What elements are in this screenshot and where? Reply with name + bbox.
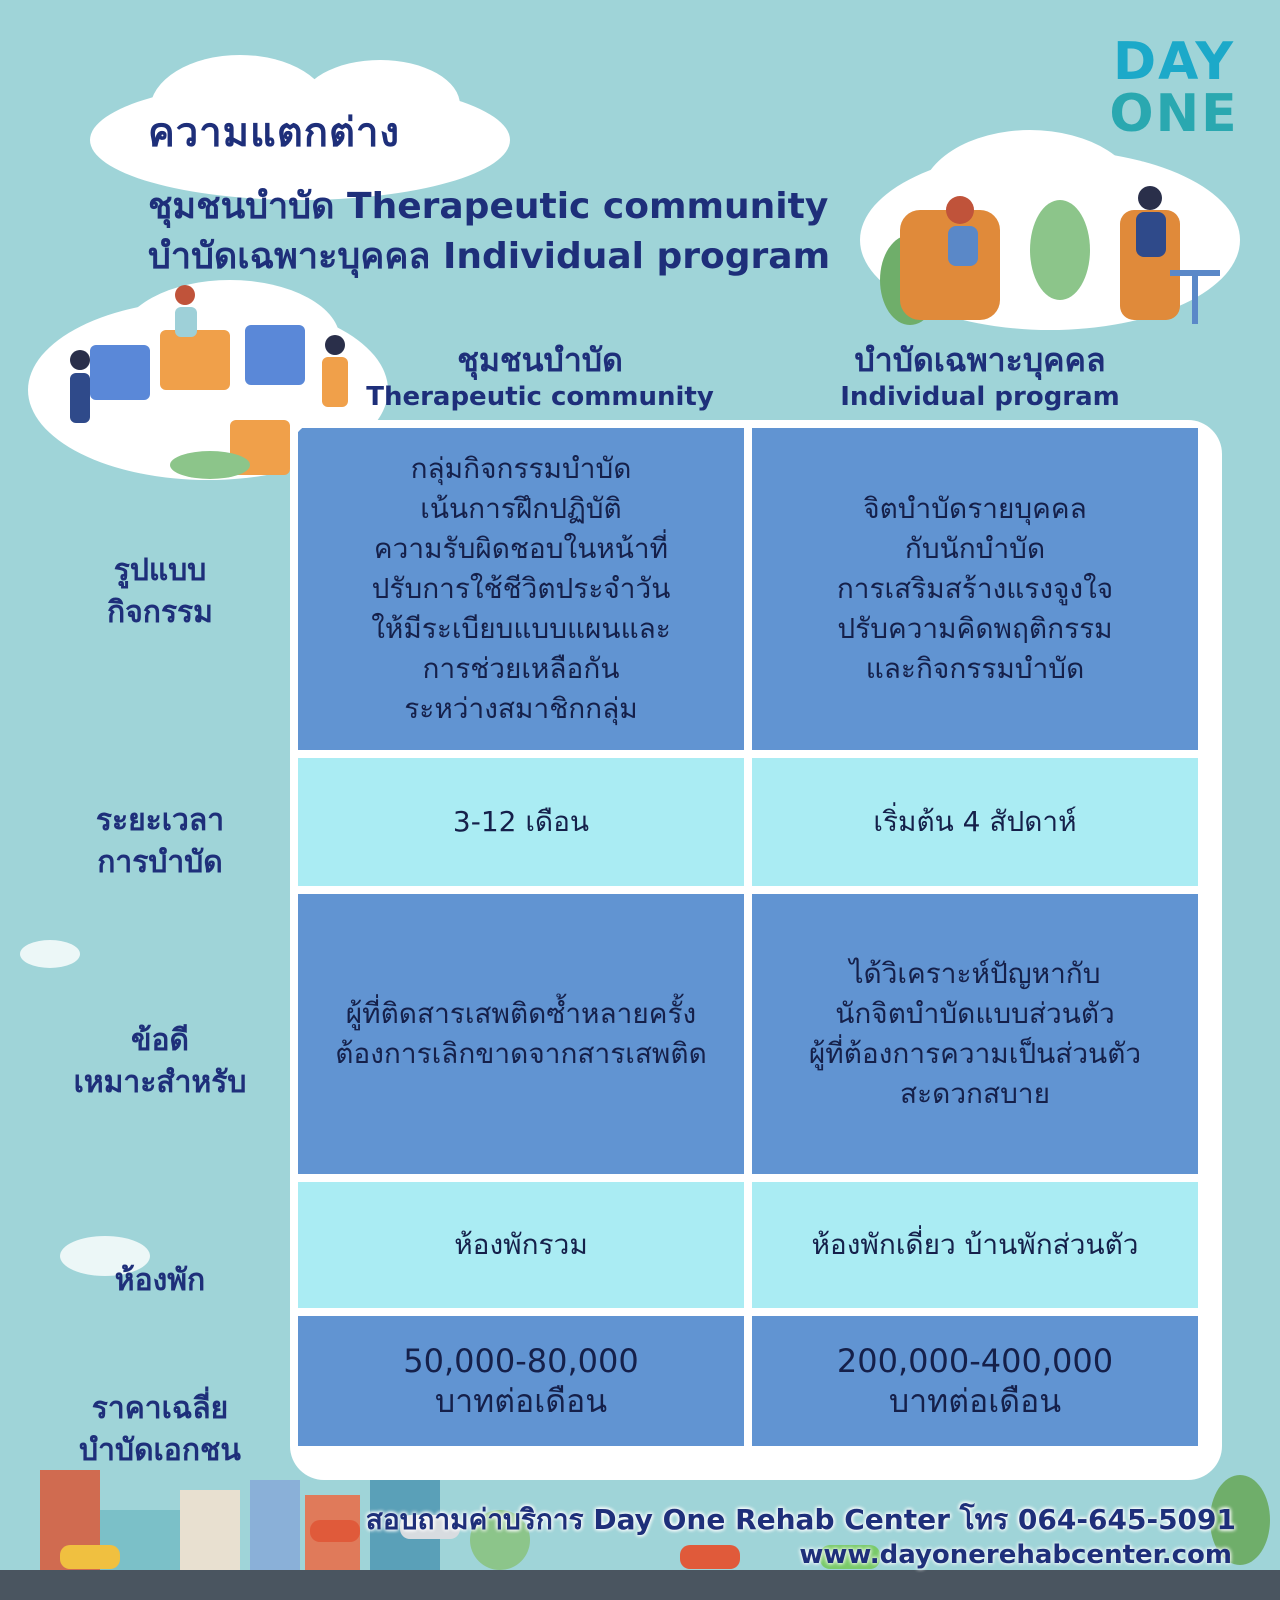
- column-header-thai: ชุมชนบำบัด: [457, 341, 623, 379]
- table-cell: [752, 894, 1198, 1174]
- row-label-average-price: ราคาเฉลี่ย บำบัดเอกชน: [79, 1391, 241, 1468]
- comparison-table: [290, 420, 1222, 1480]
- table-cell: [752, 1316, 1198, 1446]
- table-cell: [298, 758, 744, 886]
- table-cell: [298, 428, 744, 750]
- page-title: ความแตกต่าง: [148, 110, 400, 156]
- road-strip: [0, 1570, 1280, 1600]
- counseling-illustration: [870, 170, 1230, 330]
- table-cell: [752, 1182, 1198, 1308]
- cell-text: 50,000-80,000 บาทต่อเดือน: [403, 1342, 639, 1420]
- table-cell: [752, 428, 1198, 750]
- column-header-therapeutic-community: [340, 340, 740, 414]
- column-header-english: Therapeutic community: [366, 382, 714, 412]
- title-block: [148, 100, 830, 282]
- row-label-activity-format: รูปแบบ กิจกรรม: [107, 553, 213, 630]
- table-cell: [752, 758, 1198, 886]
- logo-text-one: ONE: [1109, 84, 1239, 144]
- table-cell: [298, 1182, 744, 1308]
- cell-text: 3-12 เดือน: [452, 805, 590, 838]
- website-link[interactable]: www.dayonerehabcenter.com: [799, 1540, 1232, 1570]
- row-label-advantages: ข้อดี เหมาะสำหรับ: [73, 1023, 247, 1100]
- subtitle-individual-program: บำบัดเฉพาะบุคคล Individual program: [148, 236, 831, 277]
- table-cell: [298, 1316, 744, 1446]
- cell-text: จิตบำบัดรายบุคคล กับนักบำบัด การเสริมสร้างแรงจูงใจ ปรับความคิดพฤติกรรม และกิจกรรมบำบัด: [836, 492, 1114, 685]
- day-one-logo: [1104, 32, 1244, 144]
- cell-text: เริ่มต้น 4 สัปดาห์: [873, 805, 1077, 838]
- row-label-room: ห้องพัก: [114, 1263, 206, 1298]
- column-header-thai: บำบัดเฉพาะบุคคล: [854, 341, 1106, 379]
- subtitle-therapeutic-community: ชุมชนบำบัด Therapeutic community: [148, 186, 829, 227]
- cell-text: ห้องพักรวม: [454, 1228, 588, 1261]
- row-label-treatment-duration: ระยะเวลา การบำบัด: [95, 803, 225, 880]
- table-cell: [298, 894, 744, 1174]
- logo-text-day: DAY: [1112, 32, 1236, 92]
- column-header-english: Individual program: [840, 382, 1120, 412]
- cloud-decoration: [20, 940, 80, 968]
- cell-text: 200,000-400,000 บาทต่อเดือน: [836, 1342, 1114, 1420]
- cell-text: ห้องพักเดี่ยว บ้านพักส่วนตัว: [811, 1228, 1139, 1261]
- cell-text: กลุ่มกิจกรรมบำบัด เน้นการฝึกปฏิบัติ ความรับผิดชอบในหน้าที่ ปรับการใช้ชีวิตประจำวัน ให้มีระเบียบแบบแผนและ การช่วยเหลือกัน ระหว่างสมาชิกกลุ่ม: [371, 452, 671, 725]
- contact-info: สอบถามค่าบริการ Day One Rehab Center โทร 064-645-5091: [365, 1503, 1236, 1536]
- cell-text: ได้วิเคราะห์ปัญหากับ นักจิตบำบัดแบบส่วนตัว ผู้ที่ต้องการความเป็นส่วนตัว สะดวกสบาย: [808, 957, 1142, 1110]
- cell-text: ผู้ที่ติดสารเสพติดซ้ำหลายครั้ง ต้องการเลิกขาดจากสารเสพติด: [335, 997, 707, 1070]
- column-header-individual-program: [770, 340, 1190, 414]
